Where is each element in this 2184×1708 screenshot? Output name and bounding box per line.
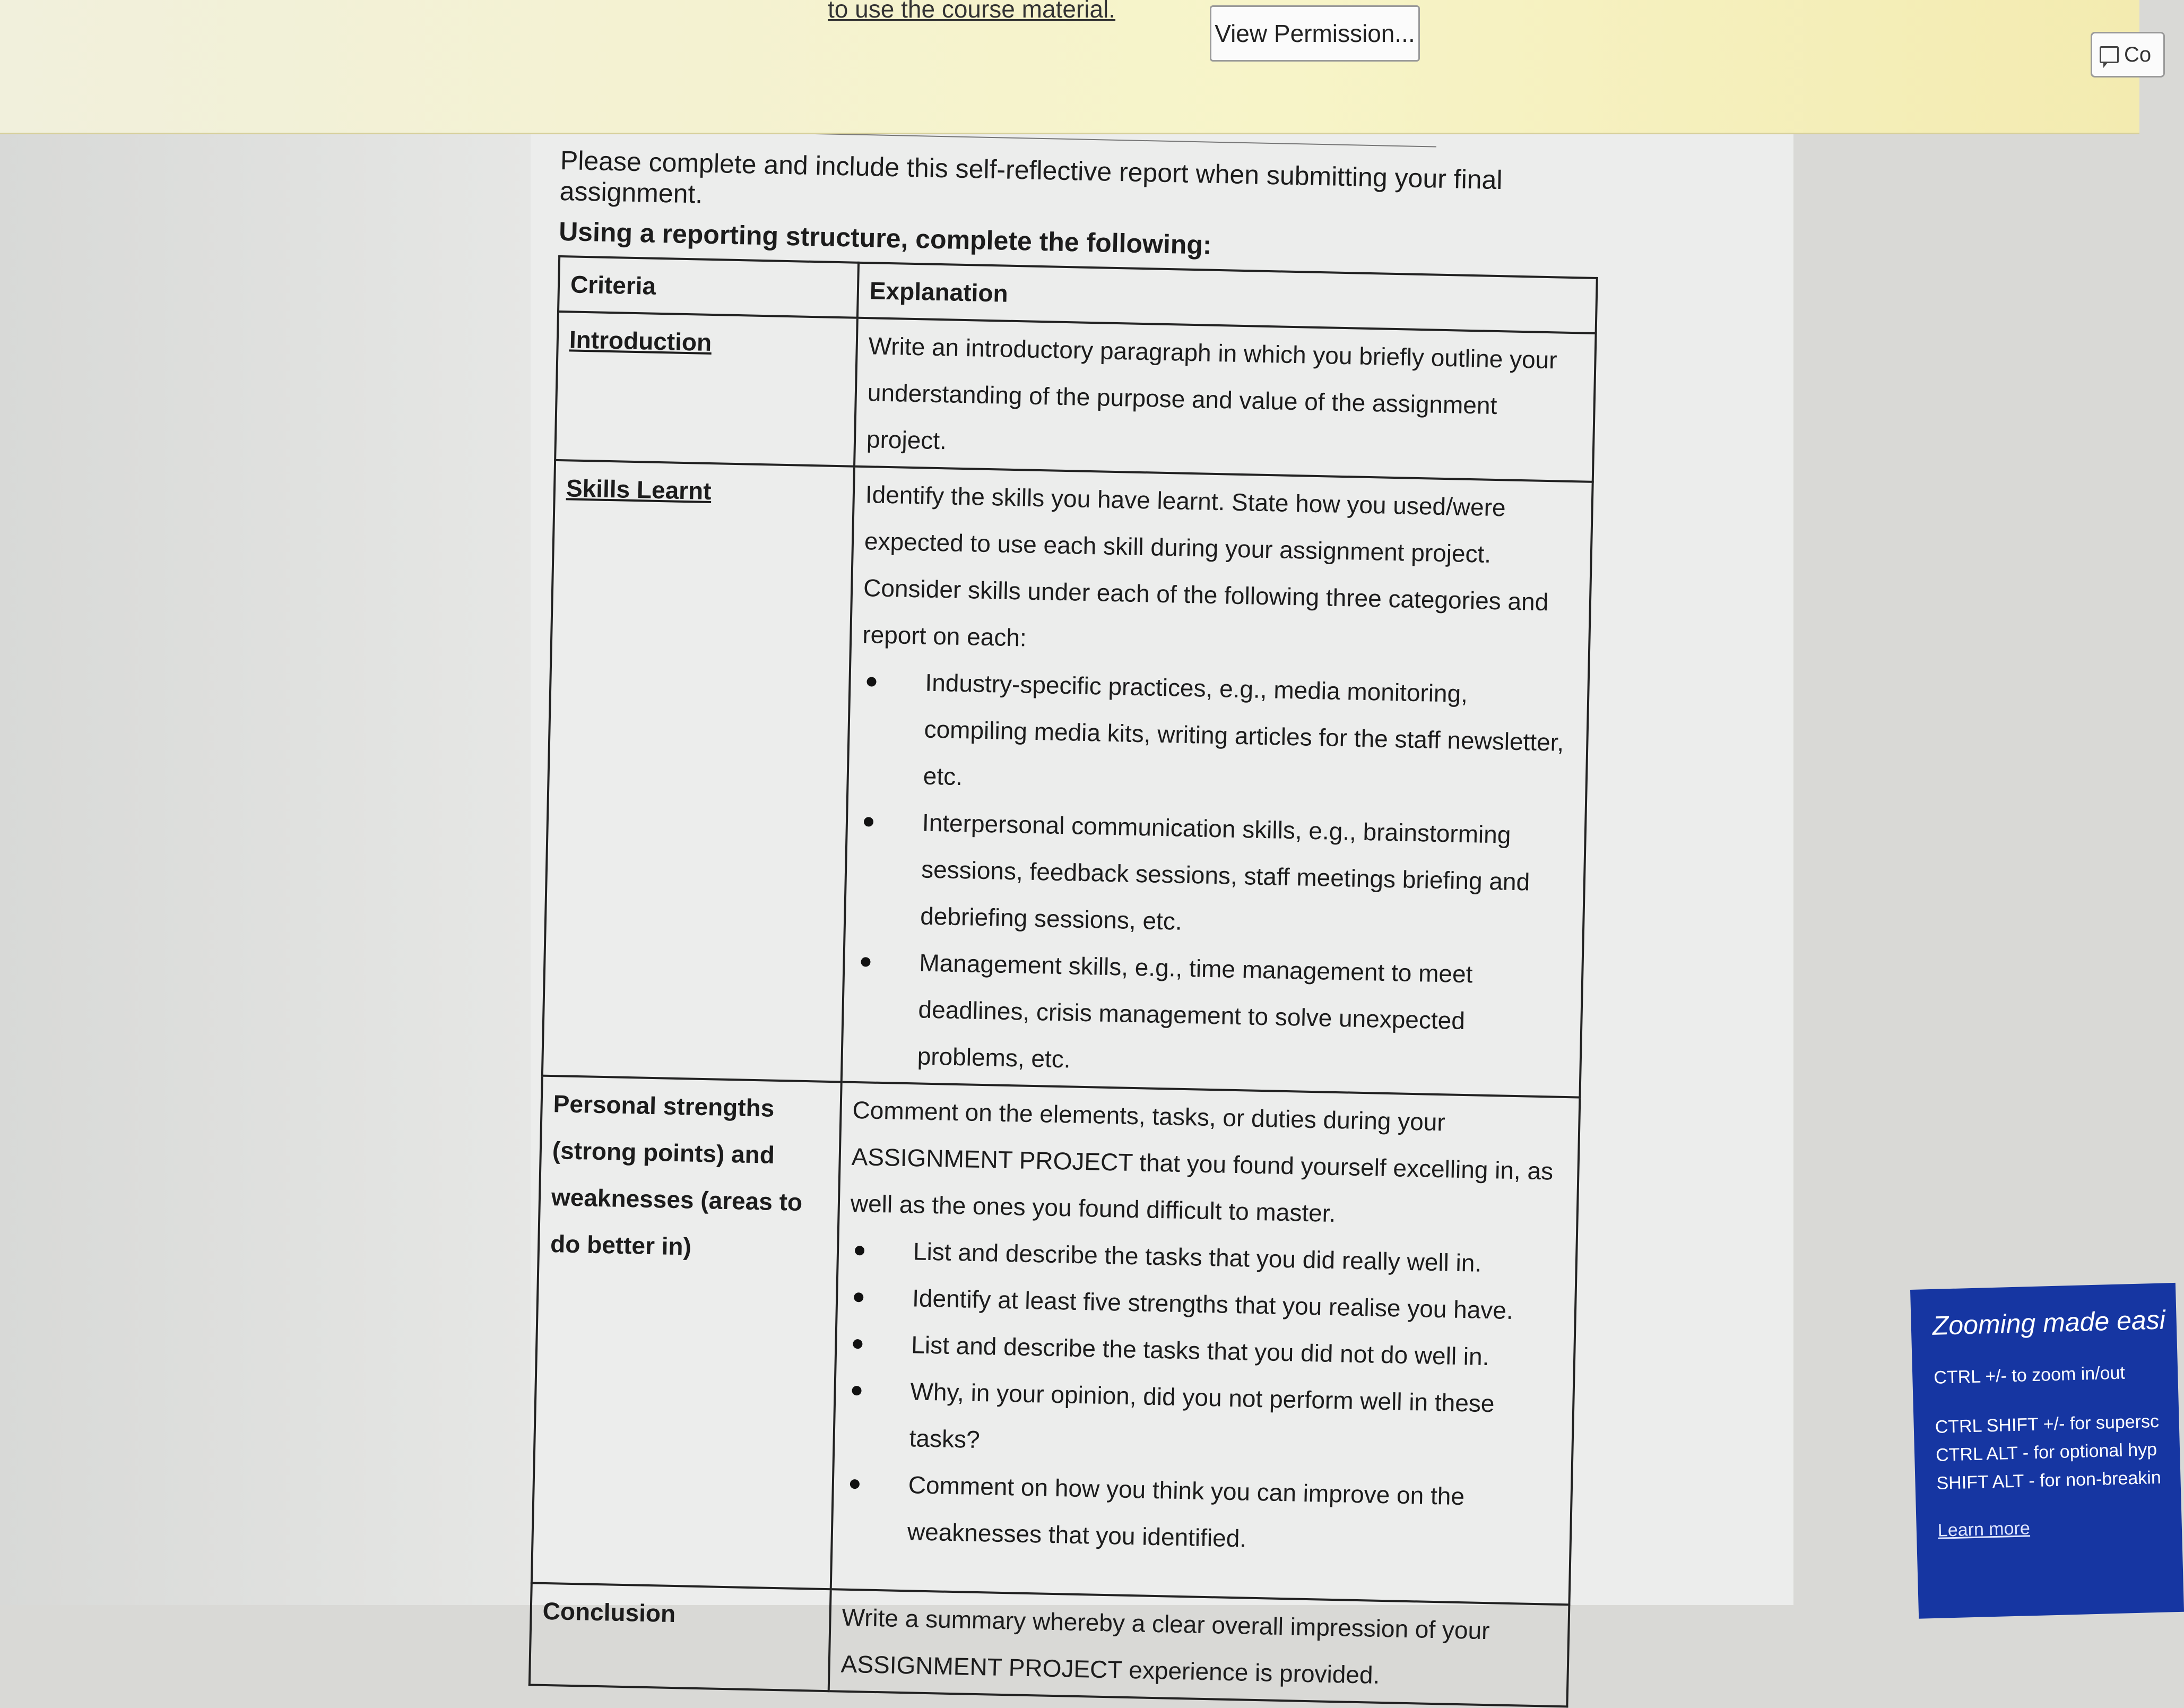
document-content[interactable] (528, 58, 1613, 1708)
explanation-text: Identify the skills you have learnt. State how you used/were expected to use each skill during your assignment project. Consider skills under each of the following three categories and report on each: (862, 480, 1549, 652)
list-item: Why, in your opinion, did you not perform well in these tasks? (909, 1368, 1562, 1475)
table-row (530, 1583, 1570, 1706)
skills-bullet-list (853, 658, 1577, 1093)
instruction-text: Please complete and include this self-reflective report when submitting your final assignment. (559, 145, 1503, 209)
list-item: Identify at least five strengths that you realise you have. (912, 1274, 1564, 1335)
zoom-tip-line: CTRL +/- to zoom in/out (1933, 1362, 2126, 1388)
zoom-tip-line: CTRL SHIFT +/- for supersc (1935, 1411, 2160, 1437)
header-explanation: Explanation (857, 263, 1597, 333)
criteria-skills-learnt: Skills Learnt (566, 474, 712, 505)
infobar-message-link[interactable]: to use the course material. (828, 0, 1116, 23)
strengths-bullet-list (843, 1227, 1565, 1568)
explanation-text: Comment on the elements, tasks, or duties during your ASSIGNMENT PROJECT that you found yourself excelling in, as well as the ones you found difficult to master. (850, 1095, 1554, 1227)
list-item: List and describe the tasks that you did really well in. (913, 1228, 1565, 1288)
view-permission-button[interactable]: View Permission... (1210, 5, 1420, 62)
table-row (555, 312, 1596, 482)
zoom-tip-panel (1910, 1283, 2184, 1619)
zoom-tip-line: SHIFT ALT - for non-breakin (1936, 1467, 2162, 1494)
explanation-skills-learnt (842, 467, 1593, 1098)
explanation-strengths-weaknesses (831, 1082, 1580, 1605)
list-item: Industry-specific practices, e.g., media monitoring, compiling media kits, writing articles for the staff newsletter, etc. (923, 659, 1577, 813)
criteria-table (528, 255, 1598, 1707)
criteria-conclusion: Conclusion (542, 1597, 676, 1628)
zoom-tip-title: Zooming made easi (1932, 1305, 2166, 1341)
page-left-margin (0, 0, 531, 1605)
table-row (542, 460, 1593, 1098)
zoom-tip-line: CTRL ALT - for optional hyp (1935, 1439, 2157, 1465)
list-item: List and describe the tasks that you did not do well in. (911, 1321, 1563, 1382)
learn-more-link[interactable]: Learn more (1937, 1518, 2031, 1541)
criteria-strengths-weaknesses: Personal strengths (strong points) and weaknesses (areas to do better in) (550, 1090, 803, 1261)
list-item: Interpersonal communication skills, e.g., brainstorming sessions, feedback sessions, staff meetings briefing and debriefing sessions, etc. (920, 799, 1574, 953)
list-item: Comment on how you think you can improve on the weaknesses that you identified. (907, 1461, 1560, 1568)
protected-view-bar (0, 0, 2152, 134)
criteria-introduction: Introduction (569, 325, 712, 356)
comments-label: Co (2124, 42, 2152, 66)
header-criteria: Criteria (558, 256, 859, 318)
table-row (532, 1076, 1580, 1605)
comments-button[interactable] (2091, 32, 2165, 77)
comment-icon (2100, 46, 2119, 63)
list-item: Management skills, e.g., time management to meet deadlines, crisis management to solve unexpected problems, etc. (917, 939, 1571, 1093)
explanation-introduction: Write an introductory paragraph in which you briefly outline your understanding of the purpose and value of the assignment project. (854, 318, 1596, 482)
subheading-text: Using a reporting structure, complete the following: (558, 216, 1212, 260)
explanation-conclusion: Write a summary whereby a clear overall impression of your ASSIGNMENT PROJECT experience is provided. (829, 1589, 1570, 1706)
